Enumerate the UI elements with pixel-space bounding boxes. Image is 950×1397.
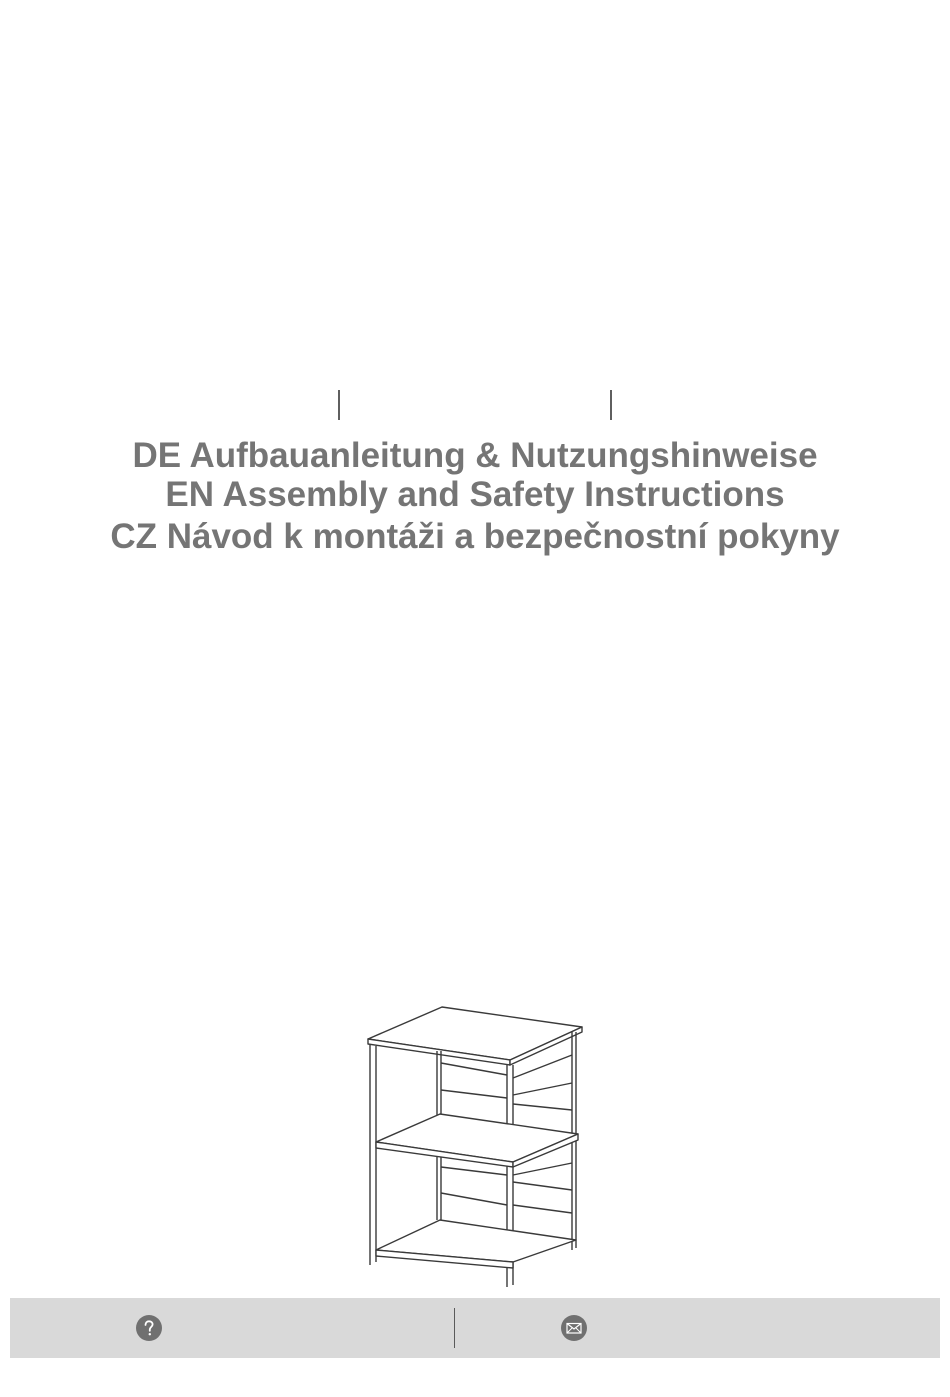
document-title [0, 436, 950, 556]
divider-right [610, 390, 612, 420]
title-cz: CZ Návod k montáži a bezpečnostní pokyny [110, 517, 840, 556]
footer-bar [10, 1298, 940, 1358]
middle-shelf [376, 1114, 578, 1162]
envelope-icon[interactable] [561, 1315, 587, 1341]
question-circle-icon[interactable] [136, 1315, 162, 1341]
divider-left [338, 390, 340, 420]
shelf-illustration [355, 1000, 595, 1295]
title-en: EN Assembly and Safety Instructions [165, 475, 785, 514]
top-board [368, 1007, 582, 1060]
footer-divider [454, 1308, 455, 1348]
title-de: DE Aufbauanleitung & Nutzungshinweise [132, 436, 818, 475]
